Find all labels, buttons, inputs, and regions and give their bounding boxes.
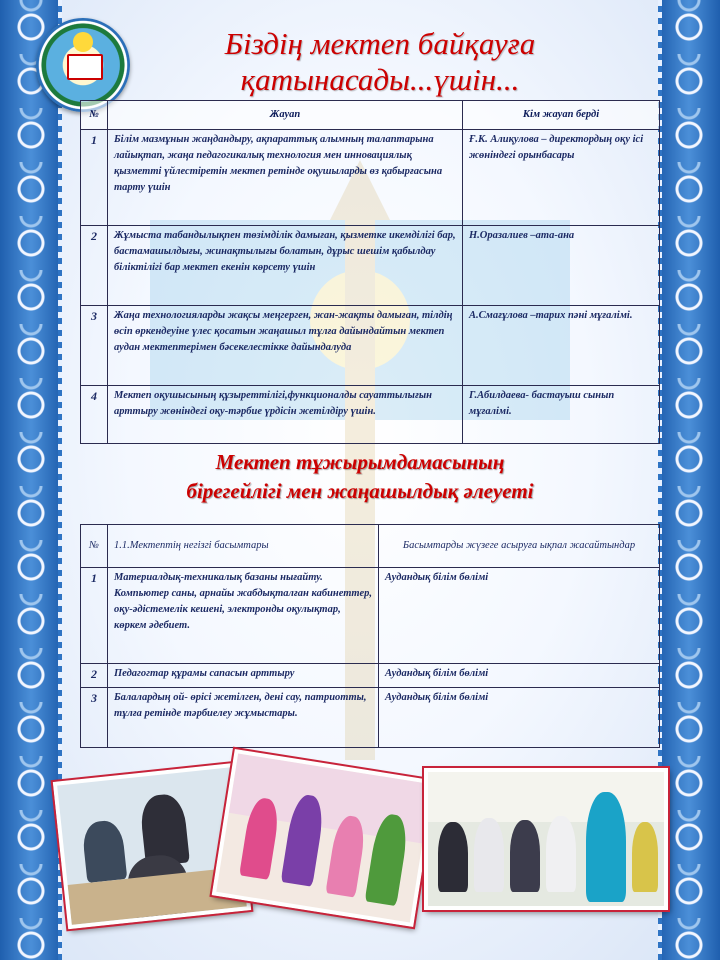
table-row (81, 306, 660, 386)
table-row (81, 664, 660, 688)
row-number: 2 (81, 226, 108, 306)
left-ornament-border (0, 0, 62, 960)
section-subtitle (120, 448, 600, 506)
title-line-2: қатынасады...үшін... (240, 62, 520, 97)
row-number: 3 (81, 306, 108, 386)
row-who: Г.Абилдаева- бастауыш сынып мұғалімі. (463, 386, 660, 444)
school-emblem-logo (36, 18, 130, 112)
row-actor: Аудандық білім бөлімі (379, 688, 660, 748)
participation-table (80, 100, 660, 444)
row-answer: Жаңа технологияларды жақсы меңгерген, жан-жақты дамыған, тілдің өсіп өркендеуіне үлес қосатын жаңашыл тұлға дайындайтын мектеп аудан мектептерімен бәсекелестікке дайындалуда (108, 306, 463, 386)
row-who: Н.Оразалиев –ата-ана (463, 226, 660, 306)
row-priority: Материалдық-техникалық базаны нығайту. Компьютер саны, арнайы жабдықталған кабинеттер, оқу-әдістемелік кешені, электронды оқулықтар, көркем әдебиет. (108, 568, 379, 664)
subtitle-line-2: бірегейлігі мен жаңашылдық әлеуеті (186, 479, 534, 503)
row-answer: Жұмыста табандылықпен төзімділік дамыған, қызметке икемділігі бар, бастамашылдығы, жинақтылығы болатын, дұрыс шешім қабылдау біліктілігі бар мектеп екенін көрсету үшін (108, 226, 463, 306)
row-actor: Аудандық білім бөлімі (379, 568, 660, 664)
row-number: 2 (81, 664, 108, 688)
row-number: 3 (81, 688, 108, 748)
header-number: № (81, 101, 108, 130)
table-row (81, 688, 660, 748)
row-answer: Мектеп оқушысының құзыреттілігі,функционалды сауаттылығын арттыру жөніндегі оқу-тәрбие үрдісін жетілдіру үшін. (108, 386, 463, 444)
row-who: А.Смағұлова –тарих пәні мұғалімі. (463, 306, 660, 386)
row-answer: Білім мазмұнын жаңдандыру, ақпараттық алымның талаптарына лайықтап, жаңа педагогикалық технология мен инновациялық қызметті үйлестіретін мектеп ретінде оқушыларды өз қабырғасына тарту үшін (108, 130, 463, 226)
header-answer: Жауап (108, 101, 463, 130)
parents-meeting-photo (424, 768, 668, 910)
priorities-table (80, 524, 660, 748)
row-priority: Педагогтар құрамы сапасын арттыру (108, 664, 379, 688)
row-priority: Балалардың ой- өрісі жетілген, дені сау, патриотты, тұлға ретінде тәрбиелеу жұмыстары. (108, 688, 379, 748)
table-row (81, 568, 660, 664)
sun-icon (73, 32, 93, 52)
children-dance-photo (212, 749, 437, 927)
book-icon (67, 54, 103, 80)
subtitle-line-1: Мектеп тұжырымдамасының (215, 450, 505, 474)
row-number: 1 (81, 568, 108, 664)
header-number: № (81, 525, 108, 568)
header-priority: 1.1.Мектептің негізгі басымтары (108, 525, 379, 568)
row-who: Ғ.К. Алиқулова – директордың оқу ісі жөніндегі орынбасары (463, 130, 660, 226)
table-row (81, 386, 660, 444)
table-row (81, 226, 660, 306)
header-who: Кім жауап берді (463, 101, 660, 130)
row-number: 4 (81, 386, 108, 444)
page-title (140, 26, 620, 98)
table-header-row (81, 525, 660, 568)
table-row (81, 130, 660, 226)
row-number: 1 (81, 130, 108, 226)
table-header-row (81, 101, 660, 130)
row-actor: Аудандық білім бөлімі (379, 664, 660, 688)
title-line-1: Біздің мектеп байқауға (224, 26, 536, 61)
header-actors: Басымтарды жүзеге асыруға ықпал жасайтындар (379, 525, 660, 568)
